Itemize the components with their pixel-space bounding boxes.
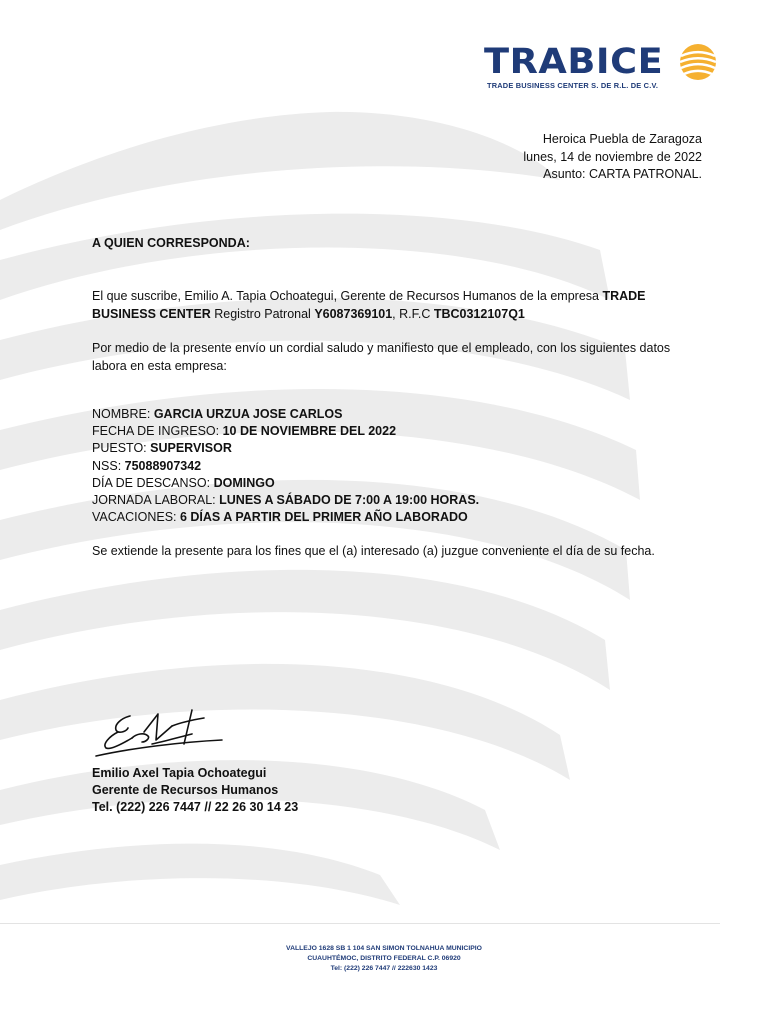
company-name: TRADE BUSINESS CENTER (92, 289, 646, 321)
field-descanso (92, 475, 479, 492)
intro-text-3: , R.F.C (392, 307, 434, 321)
signer-name: Emilio Axel Tapia Ochoategui (92, 766, 267, 780)
field-label: DÍA DE DESCANSO: (92, 475, 214, 490)
company-logo (484, 40, 724, 94)
closing-paragraph: Se extiende la presente para los fines que el (a) interesado (a) juzgue conveniente el día de su fecha. (92, 544, 655, 558)
logo-subtitle: TRADE BUSINESS CENTER S. DE R.L. DE C.V. (487, 81, 659, 90)
field-label: NOMBRE: (92, 407, 154, 421)
field-label: PUESTO: (92, 441, 151, 456)
field-label: NSS: (92, 458, 125, 473)
registro-patronal: Y6087369101 (314, 307, 393, 321)
field-label: FECHA DE INGRESO: (92, 424, 223, 439)
field-nss (92, 458, 479, 475)
signer-phone: Tel. (222) 226 7447 // 22 26 30 14 23 (92, 800, 299, 814)
salutation: A QUIEN CORRESPONDA: (92, 236, 250, 250)
field-ingreso (92, 423, 479, 440)
field-value: GARCIA URZUA JOSE CARLOS (153, 407, 343, 421)
intro-text-1: El que suscribe, Emilio A. Tapia Ochoategui, Gerente de Recursos Humanos de la empresa (92, 289, 603, 303)
logo-swoosh-icon (678, 42, 718, 82)
field-puesto (92, 440, 479, 457)
logo-wordmark: TRABICE (484, 42, 664, 82)
intro-text-2: Registro Patronal (210, 307, 315, 321)
field-value: 75088907342 (124, 458, 202, 473)
field-vacaciones (92, 509, 479, 526)
field-label: VACACIONES: (92, 510, 180, 525)
field-value: 10 DE NOVIEMBRE DEL 2022 (222, 424, 397, 439)
field-value: LUNES A SÁBADO DE 7:00 A 19:00 HORAS. (219, 493, 480, 508)
field-nombre (92, 406, 479, 423)
letter-header (523, 131, 702, 184)
footer-line-1: VALLEJO 1628 SB 1 104 SAN SIMON TOLNAHUA MUNICIPIO (286, 945, 482, 952)
signer-block (92, 765, 298, 816)
date: lunes, 14 de noviembre de 2022 (523, 149, 702, 164)
field-value: DOMINGO (213, 475, 275, 490)
footer-divider (0, 923, 720, 924)
field-jornada (92, 492, 479, 509)
rfc: TBC0312107Q1 (433, 307, 525, 321)
footer-address (0, 944, 768, 974)
subject: Asunto: CARTA PATRONAL. (543, 167, 702, 181)
city: Heroica Puebla de Zaragoza (542, 132, 702, 146)
handwritten-signature (92, 704, 237, 762)
signer-title: Gerente de Recursos Humanos (92, 783, 279, 797)
employee-details (92, 406, 479, 526)
intro-paragraph (92, 287, 702, 323)
field-value: SUPERVISOR (150, 441, 232, 456)
field-label: JORNADA LABORAL: (92, 493, 220, 508)
field-value: 6 DÍAS A PARTIR DEL PRIMER AÑO LABORADO (179, 510, 468, 525)
body-paragraph: Por medio de la presente envío un cordial saludo y manifiesto que el empleado, con los siguientes datos labora en esta empresa: (92, 341, 671, 373)
footer-line-2: CUAUHTÉMOC, DISTRITO FEDERAL C.P. 06920 (307, 955, 461, 962)
footer-line-3: Tel: (222) 226 7447 // 222630 1423 (330, 965, 438, 972)
